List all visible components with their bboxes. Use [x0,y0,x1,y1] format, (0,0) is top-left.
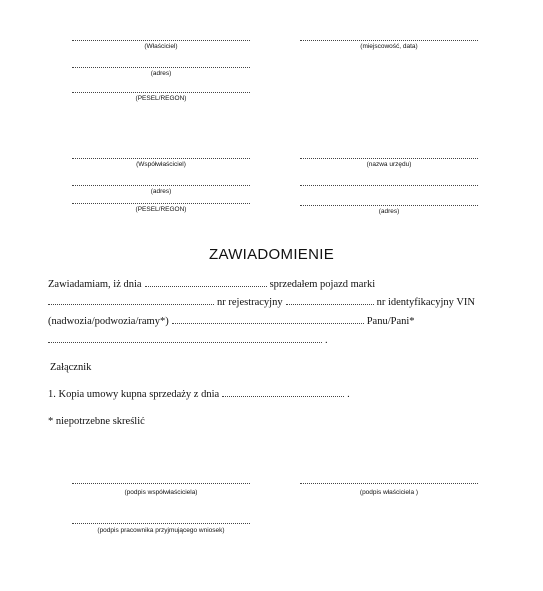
body-line1-end: sprzedałem pojazd marki [269,279,376,290]
coowner-pesel-line [72,203,250,204]
contract-date-field [222,396,344,397]
owner-pesel-line [72,92,250,93]
owner-signature-caption: (podpis właściciela ) [359,489,419,496]
coowner-signature-caption: (podpis współwłaściciela) [124,489,198,496]
body-line-2 [48,297,475,308]
vin-field [172,323,364,324]
office-extra-line [300,185,478,186]
coowner-address-caption: (adres) [150,188,172,195]
owner-caption: (Właściciel) [144,43,178,50]
office-address-caption: (adres) [378,208,400,215]
place-date-caption: (miejscowość, data) [360,43,418,50]
office-caption: (nazwa urzędu) [366,161,412,168]
owner-line [72,40,250,41]
body-line3-end: Panu/Pani* [366,316,415,327]
body-line2-start: nr rejestracyjny [217,297,283,308]
coowner-address-line [72,185,250,186]
buyer-name-field [48,342,322,343]
place-date-line [300,40,478,41]
body-line3-start: (nadwozia/podwozia/ramy*) [48,316,169,327]
body-line4-end: . [325,335,328,346]
attachment-item1-text: 1. Kopia umowy kupna sprzedaży z dnia [48,389,220,400]
coowner-signature-line [72,483,250,484]
body-line2-end: nr identyfikacyjny VIN [376,297,475,308]
registration-field [286,304,374,305]
employee-signature-caption: (podpis pracownika przyjmującego wniosek) [97,527,225,534]
owner-signature-line [300,483,478,484]
owner-address-caption: (adres) [150,70,172,77]
office-address-line [300,205,478,206]
body-line1-start: Zawiadamiam, iż dnia [48,279,142,290]
body-line-4 [48,335,328,346]
vehicle-make-field [48,304,214,305]
attachment-item-1 [48,389,350,400]
coowner-caption: (Współwłaściciel) [136,161,186,168]
document-title: ZAWIADOMIENIE [208,246,334,263]
sale-date-field [145,286,267,287]
footnote: * niepotrzebne skreślić [48,416,145,427]
coowner-pesel-caption: (PESEL/REGON) [135,206,187,213]
employee-signature-line [72,523,250,524]
body-line-1 [48,279,375,290]
office-line [300,158,478,159]
owner-pesel-caption: (PESEL/REGON) [135,95,187,102]
attachment-item1-end: . [347,389,350,400]
attachment-heading: Załącznik [50,362,92,373]
coowner-line [72,158,250,159]
body-line-3 [48,316,415,327]
owner-address-line [72,67,250,68]
